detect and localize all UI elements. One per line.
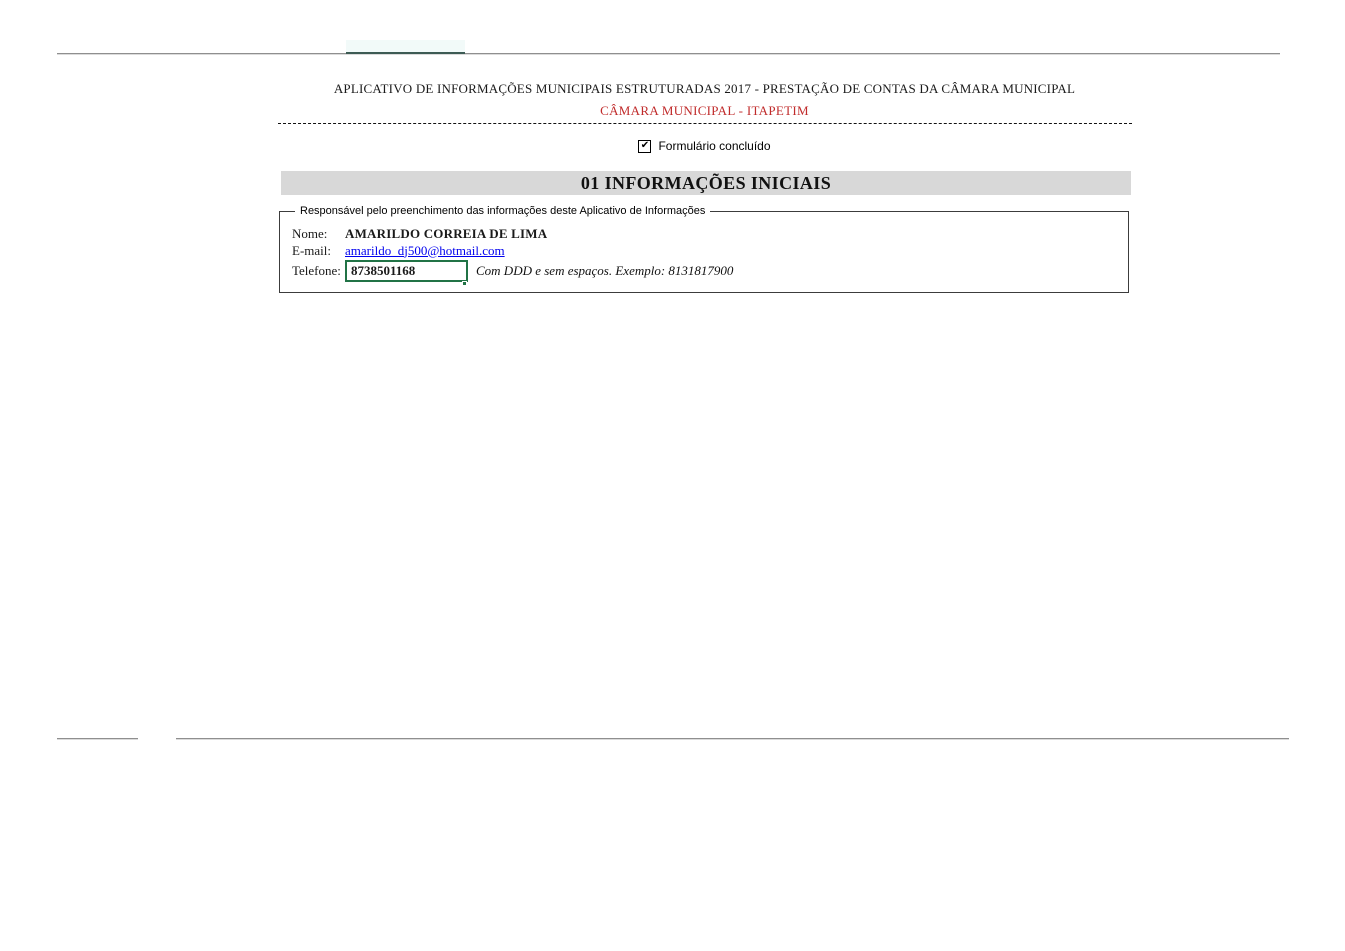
email-label: E-mail: bbox=[292, 242, 331, 258]
fieldset-legend: Responsável pelo preenchimento das informações deste Aplicativo de Informações bbox=[300, 205, 706, 217]
name-row bbox=[292, 225, 1128, 242]
form-complete-label[interactable]: Formulário concluído bbox=[658, 139, 771, 153]
phone-row bbox=[292, 260, 1128, 282]
email-row bbox=[292, 242, 1128, 259]
page-subtitle: CÂMARA MUNICIPAL - ITAPETIM bbox=[600, 103, 809, 118]
email-link[interactable]: amarildo_dj500@hotmail.com bbox=[345, 242, 505, 258]
name-value: AMARILDO CORREIA DE LIMA bbox=[345, 225, 548, 241]
form-complete-row[interactable] bbox=[278, 138, 1131, 154]
phone-value: 8738501168 bbox=[351, 263, 416, 278]
top-divider bbox=[57, 53, 1280, 54]
form-complete-checkbox[interactable] bbox=[638, 140, 651, 153]
section-header-title: 01 INFORMAÇÕES INICIAIS bbox=[580, 172, 832, 193]
bottom-divider-right bbox=[176, 738, 1289, 739]
section-header-bar bbox=[281, 171, 1131, 195]
name-label: Nome: bbox=[292, 225, 328, 241]
bottom-divider-left bbox=[57, 738, 138, 739]
active-tab-underline bbox=[346, 52, 465, 54]
responsible-fieldset bbox=[279, 205, 1129, 293]
phone-hint: Com DDD e sem espaços. Exemplo: 8131817900 bbox=[476, 263, 734, 278]
cell-fill-handle-icon[interactable] bbox=[462, 281, 467, 286]
phone-input-cell[interactable] bbox=[345, 260, 468, 282]
dotted-separator bbox=[278, 123, 1132, 124]
page-title: APLICATIVO DE INFORMAÇÕES MUNICIPAIS ESTRUTURADAS 2017 - PRESTAÇÃO DE CONTAS DA CÂMARA MUNICIPAL bbox=[333, 81, 1076, 96]
checkmark-icon: ✔ bbox=[640, 140, 650, 151]
phone-label: Telefone: bbox=[292, 263, 341, 278]
